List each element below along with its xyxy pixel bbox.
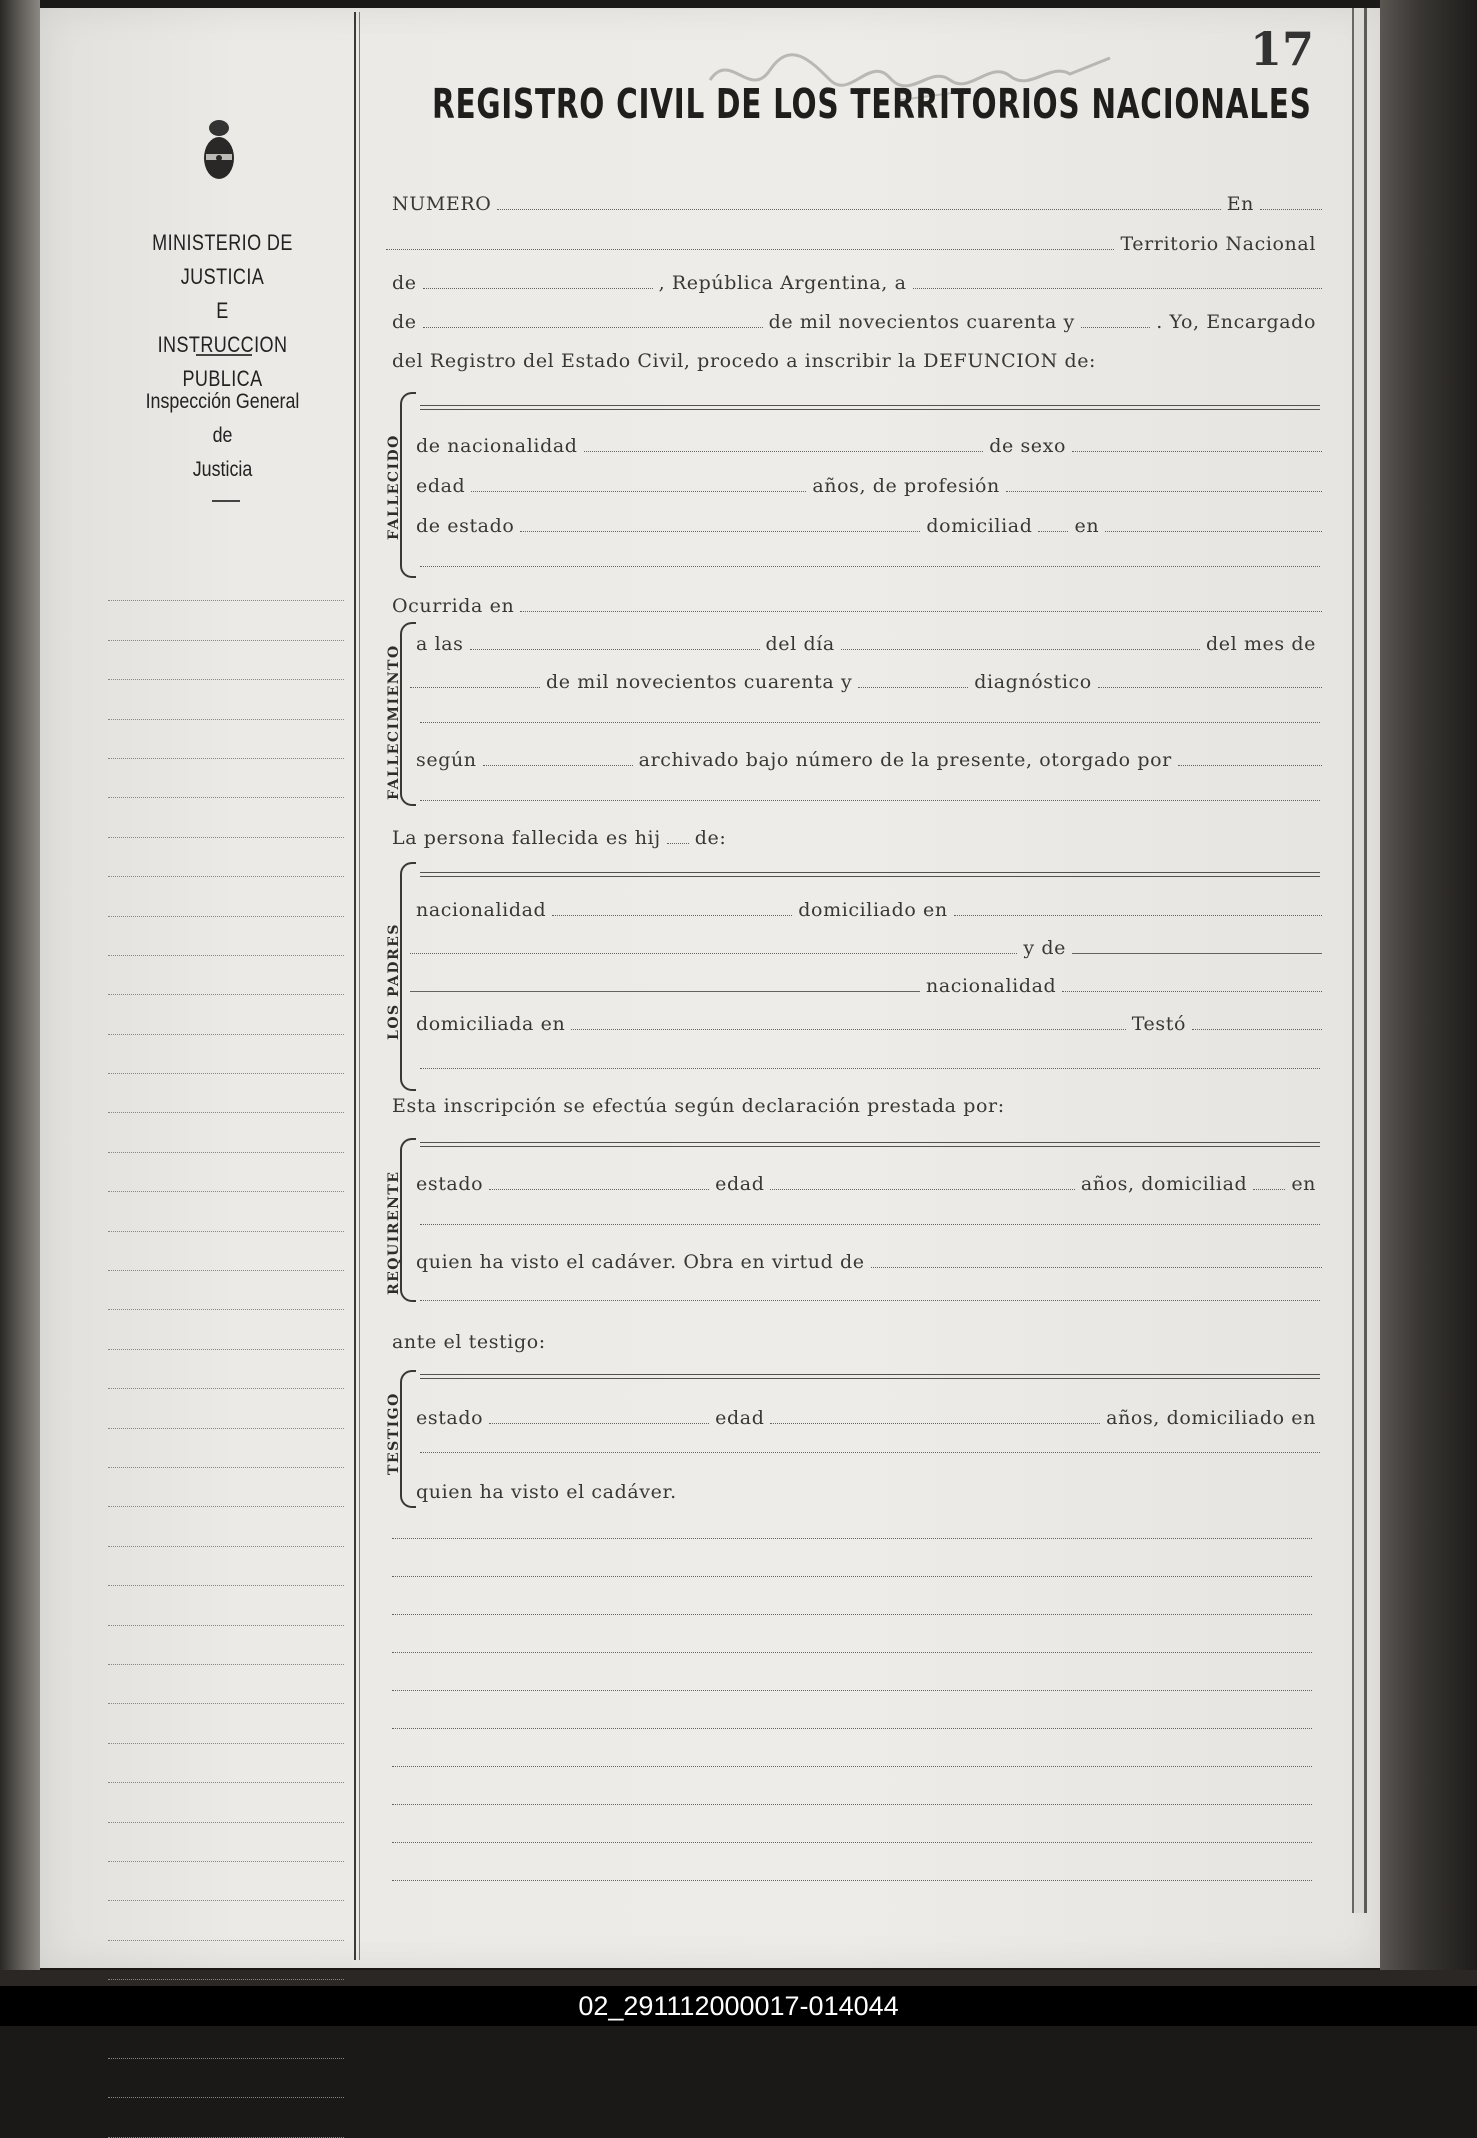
label-fallecido: FALLECIDO [386,434,402,540]
field-diagnostico-line[interactable] [420,722,1320,723]
field-madre[interactable] [1072,953,1322,954]
field-hijo-suffix[interactable] [667,843,689,844]
field-extra-line[interactable] [420,566,1320,567]
book-cover-right [1380,0,1477,1985]
field-otorgado[interactable] [1178,765,1322,766]
label-testo: Testó [1131,1013,1186,1035]
label-edad: edad [715,1407,765,1429]
label-estado: estado [416,1173,484,1195]
label-nacionalidad: nacionalidad [416,899,547,921]
label-archivado: archivado bajo número de la presente, otorgado por [638,749,1172,771]
field-nacionalidad[interactable] [584,451,984,452]
label-territorio: Territorio Nacional [1120,233,1316,255]
page-title: REGISTRO CIVIL DE LOS TERRITORIOS NACIONALES [432,80,1312,128]
label-los-padres: LOS PADRES [386,923,402,1040]
row-requirente-estado [410,1166,1322,1196]
brace [400,1138,416,1302]
field-domicilio[interactable] [1105,531,1322,532]
field-requirente-estado[interactable] [489,1189,709,1190]
label-yo: . Yo, Encargado [1156,311,1316,333]
margin-rule-thin [359,12,360,1960]
row-hijo-de [386,820,1322,850]
label-domiciliad: domiciliad [926,515,1033,537]
field-mes-fallecimiento[interactable] [410,687,540,688]
ministry-line-3: INSTRUCCION PUBLICA [157,332,288,391]
field-madre-nacionalidad[interactable] [1062,991,1322,992]
inspection-heading [135,385,309,487]
field-estado[interactable] [520,531,920,532]
row-ocurrida [386,588,1322,618]
field-virtud[interactable] [871,1267,1322,1268]
label-de: de [392,272,417,294]
label-ante-testigo: ante el testigo: [392,1331,546,1353]
field-hora[interactable] [470,649,760,650]
inspection-line-2: de [212,424,233,447]
field-territorio[interactable] [386,249,1114,250]
field-padre[interactable] [420,872,1320,877]
label-mil: de mil novecientos cuarenta y [768,311,1075,333]
label-del-dia: del día [765,633,835,655]
label-de: de [392,311,417,333]
field-edad[interactable] [471,491,806,492]
label-nacionalidad: nacionalidad [926,975,1057,997]
field-otorgado-line[interactable] [420,800,1320,801]
ministry-line-2: E [216,298,229,323]
label-anos-domiciliad: años, domiciliad [1080,1173,1248,1195]
inspection-line-3: Justicia [192,458,253,481]
label-ocurrida: Ocurrida en [392,595,515,617]
divider [196,354,252,356]
row-testigo-estado [410,1400,1322,1430]
label-sexo: de sexo [989,435,1066,457]
label-segun: según [416,749,477,771]
inscripcion-text: Esta inscripción se efectúa según declaración prestada por: [392,1095,1005,1117]
observations-line[interactable] [392,1804,1312,1805]
row-madre-nacionalidad [410,968,1322,998]
field-testigo-estado[interactable] [489,1423,709,1424]
field-numero[interactable] [497,209,1220,210]
label-anos-domiciliado: años, domiciliado en [1106,1407,1316,1429]
book-spine-left [0,0,40,1985]
label-y-de: y de [1023,937,1066,959]
coat-of-arms-icon [200,118,238,184]
row-intro [386,343,1322,373]
label-diagnostico: diagnóstico [974,671,1092,693]
inspection-line-1: Inspección General [145,390,300,413]
observations-line[interactable] [392,1728,1312,1729]
field-madre-nombre[interactable] [410,991,920,992]
label-visto: quien ha visto el cadáver. [416,1481,677,1503]
row-madre [410,930,1322,960]
field-de[interactable] [423,288,653,289]
observations-line[interactable] [392,1880,1312,1881]
margin-notes-lines [108,562,344,2138]
label-republica: , República Argentina, a [658,272,907,294]
margin-rule [354,12,356,1960]
observations-line[interactable] [392,1652,1312,1653]
label-hijo: La persona fallecida es hij [392,827,661,849]
observations-line[interactable] [392,1842,1312,1843]
row-padre-nacionalidad [410,892,1322,922]
observations-line[interactable] [392,1538,1312,1539]
row-madre-domicilio [410,1006,1322,1036]
ministry-line-1: MINISTERIO DE JUSTICIA [152,230,293,289]
label-edad: edad [416,475,466,497]
label-domiciliado-en: domiciliado en [798,899,948,921]
label-numero: NUMERO [392,193,492,215]
row-hora [410,626,1322,656]
row-segun [410,742,1322,772]
label-fallecimiento: FALLECIMIENTO [386,644,402,800]
label-en: en [1074,515,1100,537]
field-testigo-domicilio[interactable] [420,1452,1320,1453]
page-edge [1352,8,1367,1913]
field-madre-domicilio[interactable] [571,1029,1125,1030]
field-nombre[interactable] [420,405,1320,410]
observations-line[interactable] [392,1766,1312,1767]
row-edad [410,468,1322,498]
observations-line[interactable] [392,1614,1312,1615]
field-sexo[interactable] [1072,451,1322,452]
label-hijo-de: de: [694,827,727,849]
label-del-mes: del mes de [1206,633,1316,655]
field-domiciliad-suffix[interactable] [1253,1189,1285,1190]
row-inscripcion [386,1088,1322,1118]
label-estado: de estado [416,515,515,537]
field-anio-fallecimiento[interactable] [858,687,968,688]
row-anio-diagnostico [410,664,1322,694]
row-ante-testigo [386,1324,1322,1354]
label-mil: de mil novecientos cuarenta y [546,671,853,693]
field-domiciliad-suffix[interactable] [1038,531,1068,532]
field-segun[interactable] [483,765,633,766]
field-en[interactable] [1260,209,1322,210]
label-a-las: a las [416,633,464,655]
row-territorio [386,226,1322,256]
field-ocurrida[interactable] [520,611,1322,612]
field-requirente-edad[interactable] [770,1189,1074,1190]
label-anos-profesion: años, de profesión [812,475,1000,497]
field-testigo-edad[interactable] [770,1423,1100,1424]
field-padre-domicilio-2[interactable] [410,953,1017,954]
field-diagnostico[interactable] [1098,687,1322,688]
label-nacionalidad: de nacionalidad [416,435,578,457]
row-estado [410,508,1322,538]
label-en: En [1226,193,1254,215]
label-visto-virtud: quien ha visto el cadáver. Obra en virtud de [416,1251,865,1273]
row-republica [386,265,1322,295]
row-requirente-virtud [410,1244,1322,1274]
field-padre-nacionalidad[interactable] [552,915,792,916]
field-padres-line[interactable] [420,1068,1320,1069]
field-fecha[interactable] [913,288,1323,289]
row-mil [386,304,1322,334]
field-virtud-line[interactable] [420,1300,1320,1301]
label-en: en [1291,1173,1316,1195]
label-domiciliada-en: domiciliada en [416,1013,566,1035]
ministry-heading [122,226,323,396]
field-requirente[interactable] [420,1142,1320,1147]
observations-line[interactable] [392,1576,1312,1577]
image-id-caption: 02_291112000017-014044 [0,1986,1477,2026]
field-requirente-domicilio[interactable] [420,1224,1320,1225]
page-number: 17 [1250,22,1315,76]
field-anio[interactable] [1081,327,1150,328]
field-testigo[interactable] [420,1374,1320,1379]
observations-line[interactable] [392,1690,1312,1691]
label-estado: estado [416,1407,484,1429]
label-edad: edad [715,1173,765,1195]
row-numero [386,186,1322,216]
label-testigo: TESTIGO [386,1392,402,1475]
label-requirente: REQUIRENTE [386,1170,402,1295]
row-nacionalidad [410,428,1322,458]
field-profesion[interactable] [1006,491,1322,492]
field-dia[interactable] [841,649,1200,650]
field-mes[interactable] [423,327,763,328]
row-testigo-visto [410,1474,1322,1504]
field-testo[interactable] [1192,1029,1322,1030]
intro-text: del Registro del Estado Civil, procedo a inscribir la DEFUNCION de: [392,350,1097,372]
field-padre-domicilio[interactable] [954,915,1322,916]
divider [212,500,240,502]
